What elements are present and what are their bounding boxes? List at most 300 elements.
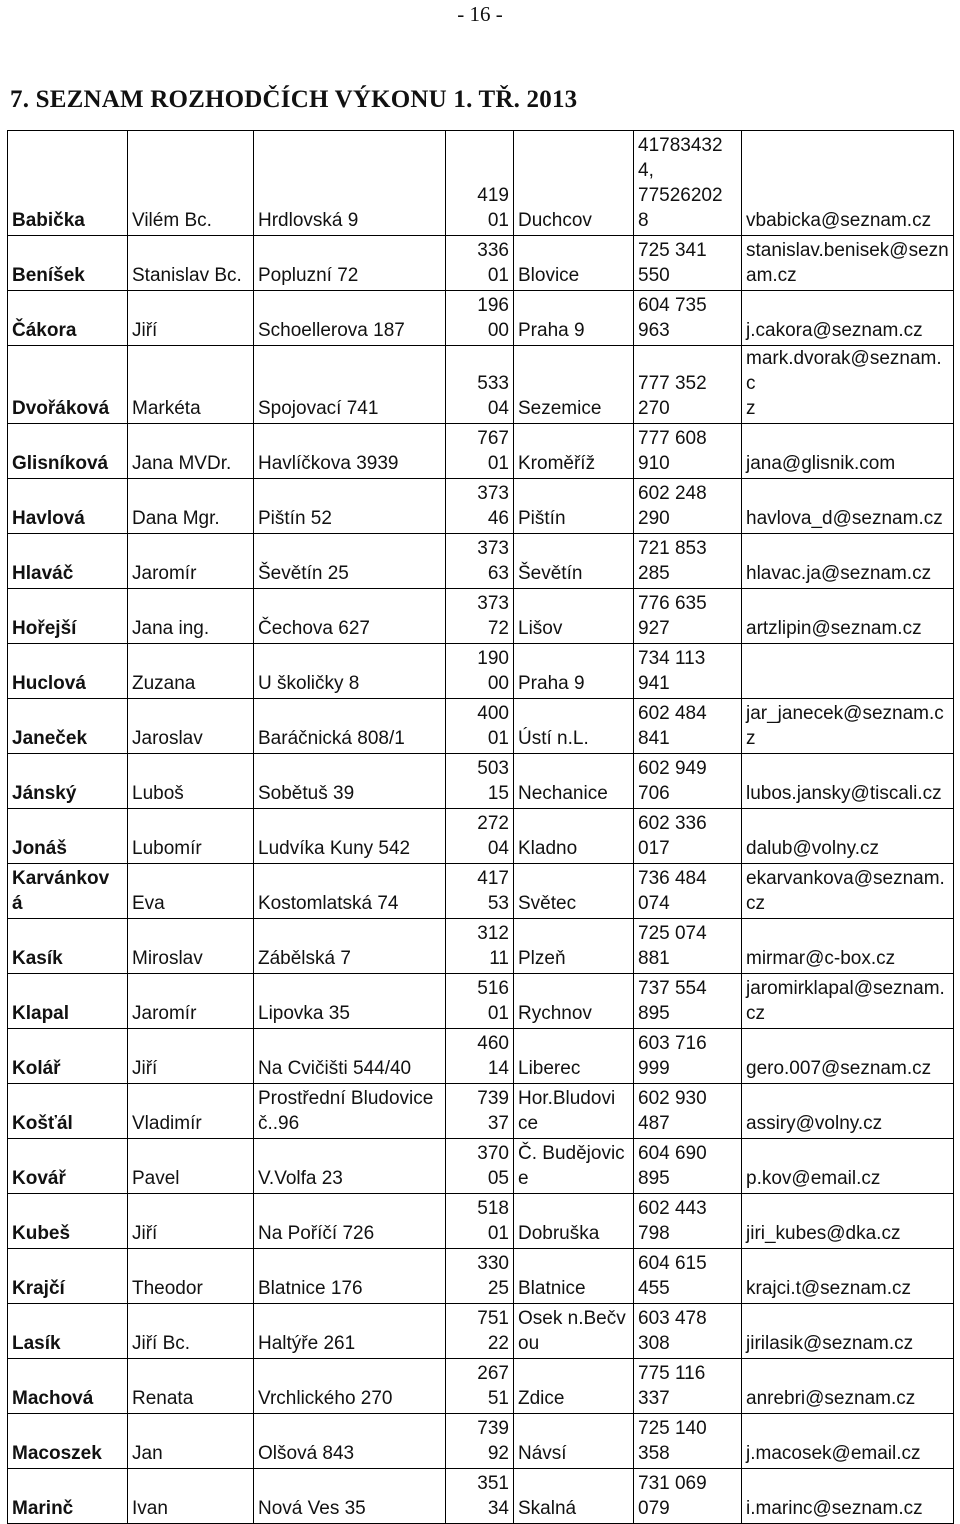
phone-cell (634, 699, 742, 754)
table-row (8, 754, 954, 809)
email-part: ekarvankova@seznam. (746, 868, 945, 889)
first-name-cell: Jiří (128, 1029, 254, 1084)
email-part: jaromirklapal@seznam. (746, 978, 945, 999)
zip-cell (446, 346, 514, 424)
phone-cell (634, 644, 742, 699)
street-cell: Na Cvičišti 544/40 (254, 1029, 446, 1084)
street-cell: Schoellerova 187 (254, 291, 446, 346)
table-row (8, 1359, 954, 1414)
phone-cell (634, 424, 742, 479)
email-cell (742, 479, 954, 534)
phone-part: 602 930 (638, 1088, 707, 1109)
first-name-cell: Miroslav (128, 919, 254, 974)
email-cell (742, 919, 954, 974)
email-part: z (746, 398, 756, 419)
email-part: cz (746, 1003, 765, 1024)
phone-part: 706 (638, 783, 670, 804)
zip-part: 25 (487, 1278, 509, 1299)
phone-part: 602 949 (638, 758, 707, 779)
phone-cell (634, 1414, 742, 1469)
first-name-cell: Vilém Bc. (128, 131, 254, 236)
zip-part: 267 (477, 1363, 509, 1384)
street-cell: Havlíčkova 3939 (254, 424, 446, 479)
surname-cell: Glisníková (8, 424, 128, 479)
phone-part: 734 113 (638, 648, 706, 669)
first-name-cell: Jana MVDr. (128, 424, 254, 479)
first-name-cell: Jana ing. (128, 589, 254, 644)
city-cell: Ústí n.L. (514, 699, 634, 754)
phone-part: 8 (638, 210, 649, 231)
zip-cell (446, 291, 514, 346)
zip-part: 767 (477, 428, 509, 449)
city-cell: Praha 9 (514, 291, 634, 346)
surname-cell: Kolář (8, 1029, 128, 1084)
table-row (8, 534, 954, 589)
phone-cell (634, 974, 742, 1029)
surname-cell: Krajčí (8, 1249, 128, 1304)
zip-part: 460 (477, 1033, 509, 1054)
zip-part: 01 (487, 265, 509, 286)
zip-cell (446, 1084, 514, 1139)
table-row (8, 479, 954, 534)
zip-cell (446, 644, 514, 699)
phone-part: 910 (638, 453, 670, 474)
street-cell: U školičky 8 (254, 644, 446, 699)
city-cell: Hor.Bludovi ce (514, 1084, 634, 1139)
zip-cell (446, 424, 514, 479)
street-cell: Zábělská 7 (254, 919, 446, 974)
email-part: i.marinc@seznam.cz (746, 1498, 923, 1519)
zip-cell (446, 864, 514, 919)
first-name-cell: Luboš (128, 754, 254, 809)
email-cell (742, 1469, 954, 1524)
table-row (8, 1084, 954, 1139)
street-cell: Sobětuš 39 (254, 754, 446, 809)
surname-cell: Jonáš (8, 809, 128, 864)
phone-cell (634, 1194, 742, 1249)
table-row (8, 699, 954, 754)
email-part: krajci.t@seznam.cz (746, 1278, 911, 1299)
email-part: jana@glisnik.com (746, 453, 896, 474)
street-cell: Prostřední Bludovice č..96 (254, 1084, 446, 1139)
phone-part: 285 (638, 563, 670, 584)
surname-cell: Havlová (8, 479, 128, 534)
phone-cell (634, 754, 742, 809)
page-number: - 16 - (457, 2, 503, 26)
phone-part: 017 (638, 838, 670, 859)
phone-cell (634, 1139, 742, 1194)
zip-part: 312 (477, 923, 509, 944)
city-cell: Blatnice (514, 1249, 634, 1304)
zip-part: 01 (487, 210, 509, 231)
city-cell: Návsí (514, 1414, 634, 1469)
zip-cell (446, 479, 514, 534)
street-cell: Čechova 627 (254, 589, 446, 644)
phone-part: 841 (638, 728, 670, 749)
table-row (8, 236, 954, 291)
city-cell: Lišov (514, 589, 634, 644)
email-part: jiri_kubes@dka.cz (746, 1223, 901, 1244)
street-cell: Spojovací 741 (254, 346, 446, 424)
zip-part: 01 (487, 1003, 509, 1024)
zip-cell (446, 1029, 514, 1084)
surname-cell: Karvánkov á (8, 864, 128, 919)
city-cell: Praha 9 (514, 644, 634, 699)
surname-cell: Beníšek (8, 236, 128, 291)
phone-part: 721 853 (638, 538, 707, 559)
phone-cell (634, 236, 742, 291)
phone-part: 603 716 (638, 1033, 707, 1054)
phone-part: 602 336 (638, 813, 707, 834)
zip-part: 516 (477, 978, 509, 999)
zip-part: 503 (477, 758, 509, 779)
email-part: stanislav.benisek@sezn (746, 240, 949, 261)
surname-cell: Macoszek (8, 1414, 128, 1469)
phone-cell (634, 1359, 742, 1414)
email-part: lubos.jansky@tiscali.cz (746, 783, 942, 804)
first-name-cell: Ivan (128, 1469, 254, 1524)
zip-cell (446, 974, 514, 1029)
table-row (8, 974, 954, 1029)
first-name-cell: Theodor (128, 1249, 254, 1304)
zip-part: 196 (477, 295, 509, 316)
email-cell (742, 1249, 954, 1304)
email-cell (742, 864, 954, 919)
phone-part: 777 352 (638, 373, 707, 394)
phone-part: 602 248 (638, 483, 707, 504)
street-cell: Ludvíka Kuny 542 (254, 809, 446, 864)
phone-part: 358 (638, 1443, 670, 1464)
phone-part: 737 554 (638, 978, 707, 999)
phone-part: 777 608 (638, 428, 707, 449)
email-part: jar_janecek@seznam.cz (746, 703, 944, 749)
surname-cell: Kovář (8, 1139, 128, 1194)
phone-part: 731 069 (638, 1473, 707, 1494)
phone-cell (634, 1029, 742, 1084)
phone-cell (634, 346, 742, 424)
zip-part: 05 (487, 1168, 509, 1189)
phone-part: 725 140 (638, 1418, 707, 1439)
email-part: mirmar@c-box.cz (746, 948, 896, 969)
zip-cell (446, 1359, 514, 1414)
email-cell (742, 699, 954, 754)
zip-part: 00 (487, 673, 509, 694)
zip-cell (446, 1304, 514, 1359)
email-cell (742, 1194, 954, 1249)
city-cell: Kroměříž (514, 424, 634, 479)
zip-part: 751 (477, 1308, 509, 1329)
phone-part: 455 (638, 1278, 670, 1299)
surname-cell: Machová (8, 1359, 128, 1414)
phone-part: 798 (638, 1223, 670, 1244)
first-name-cell: Jaromír (128, 534, 254, 589)
first-name-cell: Lubomír (128, 809, 254, 864)
city-cell: Osek n.Bečvou (514, 1304, 634, 1359)
phone-part: 999 (638, 1058, 670, 1079)
first-name-cell: Pavel (128, 1139, 254, 1194)
zip-cell (446, 1249, 514, 1304)
zip-part: 417 (477, 868, 509, 889)
email-part: assiry@volny.cz (746, 1113, 883, 1134)
phone-part: 290 (638, 508, 670, 529)
zip-part: 51 (487, 1388, 509, 1409)
zip-part: 739 (477, 1088, 509, 1109)
city-cell: Nechanice (514, 754, 634, 809)
table-row (8, 1139, 954, 1194)
email-cell (742, 754, 954, 809)
zip-cell (446, 1194, 514, 1249)
zip-part: 01 (487, 453, 509, 474)
phone-part: 895 (638, 1003, 670, 1024)
surname-cell: Kubeš (8, 1194, 128, 1249)
zip-cell (446, 534, 514, 589)
zip-part: 739 (477, 1418, 509, 1439)
phone-cell (634, 479, 742, 534)
phone-part: 927 (638, 618, 670, 639)
zip-cell (446, 919, 514, 974)
street-cell: Baráčnická 808/1 (254, 699, 446, 754)
email-part: j.cakora@seznam.cz (746, 320, 923, 341)
city-cell: Zdice (514, 1359, 634, 1414)
phone-part: 4, (638, 160, 654, 181)
zip-part: 04 (487, 838, 509, 859)
zip-part: 370 (477, 1143, 509, 1164)
zip-part: 518 (477, 1198, 509, 1219)
street-cell: Pištín 52 (254, 479, 446, 534)
city-cell: Č. Budějovice (514, 1139, 634, 1194)
city-cell: Skalná (514, 1469, 634, 1524)
first-name-cell: Jiří (128, 1194, 254, 1249)
email-part: artzlipin@seznam.cz (746, 618, 922, 639)
email-part: jirilasik@seznam.cz (746, 1333, 914, 1354)
email-part: hlavac.ja@seznam.cz (746, 563, 932, 584)
phone-part: 725 341 (638, 240, 707, 261)
email-part: mark.dvorak@seznam.c (746, 348, 942, 394)
zip-part: 01 (487, 728, 509, 749)
city-cell: Sezemice (514, 346, 634, 424)
city-cell: Kladno (514, 809, 634, 864)
first-name-cell: Jaroslav (128, 699, 254, 754)
zip-part: 63 (487, 563, 509, 584)
street-cell: Blatnice 176 (254, 1249, 446, 1304)
phone-cell (634, 1249, 742, 1304)
zip-part: 419 (477, 185, 509, 206)
first-name-cell: Zuzana (128, 644, 254, 699)
city-cell: Dobruška (514, 1194, 634, 1249)
phone-cell (634, 919, 742, 974)
street-cell: Na Poříčí 726 (254, 1194, 446, 1249)
street-cell: Vrchlického 270 (254, 1359, 446, 1414)
phone-cell (634, 864, 742, 919)
city-cell: Liberec (514, 1029, 634, 1084)
email-part: vbabicka@seznam.cz (746, 210, 932, 231)
table-row (8, 1414, 954, 1469)
phone-part: 41783432 (638, 135, 723, 156)
surname-cell: Janeček (8, 699, 128, 754)
email-part: p.kov@email.cz (746, 1168, 881, 1189)
zip-cell (446, 589, 514, 644)
city-cell: Světec (514, 864, 634, 919)
city-cell: Rychnov (514, 974, 634, 1029)
street-cell: Ševětín 25 (254, 534, 446, 589)
zip-part: 15 (487, 783, 509, 804)
email-cell (742, 809, 954, 864)
email-part: anrebri@seznam.cz (746, 1388, 916, 1409)
email-cell (742, 1304, 954, 1359)
table-row (8, 864, 954, 919)
street-cell: Kostomlatská 74 (254, 864, 446, 919)
phone-part: 895 (638, 1168, 670, 1189)
phone-part: 604 690 (638, 1143, 707, 1164)
phone-part: 941 (638, 673, 670, 694)
table-row (8, 424, 954, 479)
zip-part: 04 (487, 398, 509, 419)
table-row (8, 1029, 954, 1084)
phone-part: 550 (638, 265, 670, 286)
referee-rows (8, 131, 954, 1524)
zip-cell (446, 236, 514, 291)
table-row (8, 131, 954, 236)
email-cell (742, 1359, 954, 1414)
first-name-cell: Dana Mgr. (128, 479, 254, 534)
first-name-cell: Jaromír (128, 974, 254, 1029)
table-row (8, 1194, 954, 1249)
first-name-cell: Renata (128, 1359, 254, 1414)
phone-part: 487 (638, 1113, 670, 1134)
surname-cell: Lasík (8, 1304, 128, 1359)
city-cell: Pištín (514, 479, 634, 534)
email-cell (742, 291, 954, 346)
first-name-cell: Markéta (128, 346, 254, 424)
table-row (8, 1469, 954, 1524)
email-cell (742, 346, 954, 424)
street-cell: V.Volfa 23 (254, 1139, 446, 1194)
zip-part: 22 (487, 1333, 509, 1354)
zip-cell (446, 1469, 514, 1524)
phone-part: 602 443 (638, 1198, 707, 1219)
zip-part: 37 (487, 1113, 509, 1134)
zip-part: 373 (477, 593, 509, 614)
zip-part: 351 (477, 1473, 509, 1494)
phone-cell (634, 131, 742, 236)
phone-part: 074 (638, 893, 670, 914)
street-cell: Popluzní 72 (254, 236, 446, 291)
email-cell (742, 1029, 954, 1084)
phone-part: 308 (638, 1333, 670, 1354)
zip-part: 72 (487, 618, 509, 639)
phone-part: 775 116 (638, 1363, 706, 1384)
phone-cell (634, 1084, 742, 1139)
zip-part: 373 (477, 483, 509, 504)
street-cell: Nová Ves 35 (254, 1469, 446, 1524)
phone-part: 776 635 (638, 593, 707, 614)
phone-part: 337 (638, 1388, 670, 1409)
first-name-cell: Vladimír (128, 1084, 254, 1139)
zip-cell (446, 754, 514, 809)
phone-part: 736 484 (638, 868, 707, 889)
zip-part: 00 (487, 320, 509, 341)
table-row (8, 644, 954, 699)
surname-cell: Babička (8, 131, 128, 236)
phone-part: 602 484 (638, 703, 707, 724)
city-cell: Duchcov (514, 131, 634, 236)
street-cell: Lipovka 35 (254, 974, 446, 1029)
email-cell (742, 131, 954, 236)
surname-cell: Marinč (8, 1469, 128, 1524)
zip-part: 46 (487, 508, 509, 529)
zip-part: 330 (477, 1253, 509, 1274)
zip-part: 11 (489, 948, 509, 969)
street-cell: Hrdlovská 9 (254, 131, 446, 236)
zip-part: 01 (487, 1223, 509, 1244)
phone-part: 77526202 (638, 185, 723, 206)
zip-part: 53 (487, 893, 509, 914)
surname-cell: Jánský (8, 754, 128, 809)
table-row (8, 589, 954, 644)
first-name-cell: Jiří Bc. (128, 1304, 254, 1359)
surname-cell: Dvořáková (8, 346, 128, 424)
phone-cell (634, 291, 742, 346)
zip-part: 14 (487, 1058, 509, 1079)
zip-part: 533 (477, 373, 509, 394)
zip-cell (446, 1139, 514, 1194)
email-part: j.macosek@email.cz (746, 1443, 921, 1464)
surname-cell: Hořejší (8, 589, 128, 644)
table-row (8, 1249, 954, 1304)
surname-cell: Klapal (8, 974, 128, 1029)
surname-cell: Huclová (8, 644, 128, 699)
city-cell: Blovice (514, 236, 634, 291)
phone-part: 963 (638, 320, 670, 341)
email-part: dalub@volny.cz (746, 838, 879, 859)
city-cell: Plzeň (514, 919, 634, 974)
zip-part: 400 (477, 703, 509, 724)
zip-part: 190 (477, 648, 509, 669)
phone-cell (634, 1469, 742, 1524)
first-name-cell: Eva (128, 864, 254, 919)
email-cell (742, 644, 954, 699)
phone-part: 881 (638, 948, 670, 969)
email-cell (742, 1139, 954, 1194)
phone-part: 603 478 (638, 1308, 707, 1329)
table-row (8, 1304, 954, 1359)
phone-part: 604 615 (638, 1253, 707, 1274)
table-row (8, 346, 954, 424)
email-part: havlova_d@seznam.cz (746, 508, 943, 529)
first-name-cell: Stanislav Bc. (128, 236, 254, 291)
table-row (8, 809, 954, 864)
surname-cell: Kasík (8, 919, 128, 974)
phone-cell (634, 1304, 742, 1359)
zip-cell (446, 131, 514, 236)
email-cell (742, 1414, 954, 1469)
phone-part: 604 735 (638, 295, 707, 316)
table-row (8, 919, 954, 974)
zip-part: 336 (477, 240, 509, 261)
zip-part: 272 (477, 813, 509, 834)
zip-cell (446, 699, 514, 754)
email-cell (742, 534, 954, 589)
zip-cell (446, 1414, 514, 1469)
email-part: am.cz (746, 265, 797, 286)
first-name-cell: Jiří (128, 291, 254, 346)
phone-cell (634, 534, 742, 589)
email-cell (742, 424, 954, 479)
email-cell (742, 1084, 954, 1139)
zip-part: 373 (477, 538, 509, 559)
surname-cell: Košťál (8, 1084, 128, 1139)
city-cell: Ševětín (514, 534, 634, 589)
